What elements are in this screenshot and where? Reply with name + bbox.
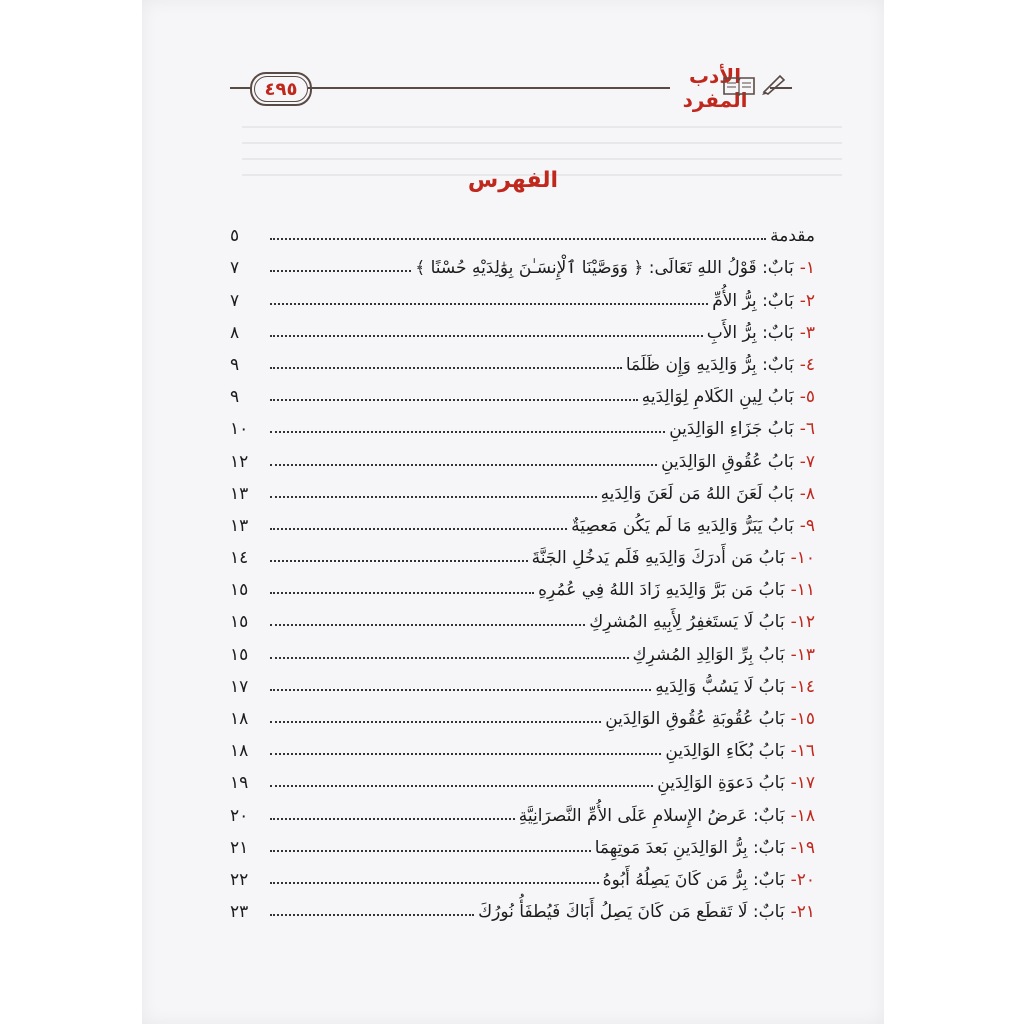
page-number: ٤٩٥	[264, 78, 298, 100]
table-of-contents	[230, 213, 815, 921]
toc-entry-label: بَابُ مَن أَدرَكَ وَالِدَيهِ فَلَم يَدخُلِ الجَنَّةَ	[531, 548, 785, 569]
toc-entry-page: ٩	[230, 387, 240, 408]
toc-entry	[230, 599, 815, 631]
toc-entry-number: ٨	[805, 483, 815, 504]
toc-leader-dots	[270, 495, 597, 498]
toc-entry-page: ١٨	[230, 709, 249, 729]
toc-entry-page: ١٨	[230, 741, 249, 762]
toc-entry-page: ١٠	[230, 419, 249, 440]
toc-entry	[230, 471, 815, 503]
toc-entry-number: ٩	[805, 515, 815, 536]
toc-entry-page: ١٧	[230, 676, 249, 697]
toc-entry-label: بَابٌ: بِرُّ وَالِدَيهِ وَإِن ظَلَمَا	[625, 354, 794, 375]
toc-entry-label: بَابٌ: عَرضُ الإِسلامِ عَلَى الأُمِّ النَّصرَانِيَّةِ	[518, 805, 785, 826]
toc-entry	[230, 213, 815, 245]
toc-entry-dash: -	[799, 419, 806, 440]
toc-entry-page: ٢٣	[230, 902, 249, 923]
toc-leader-dots	[270, 591, 534, 594]
toc-entry	[230, 825, 815, 857]
toc-leader-dots	[270, 559, 528, 562]
page-number-frame	[250, 72, 312, 106]
toc-entry-number: ١٦	[796, 741, 815, 762]
toc-entry	[230, 664, 815, 696]
toc-entry	[230, 310, 815, 342]
toc-leader-dots	[270, 334, 703, 337]
toc-entry-dash: -	[799, 483, 806, 504]
toc-entry-page: ٢٢	[230, 869, 249, 890]
toc-entry-label: بَابٌ: بِرُّ الأَبِ	[706, 322, 794, 343]
toc-leader-dots	[270, 784, 653, 787]
toc-entry	[230, 406, 815, 438]
toc-entry-label: بَابُ بُكَاءِ الوَالِدَينِ	[665, 741, 785, 762]
toc-entry-page: ٩	[230, 354, 240, 375]
toc-entry-number: ١٢	[796, 612, 815, 633]
book-icon	[722, 74, 756, 96]
toc-entry-number: ١٩	[796, 837, 815, 858]
toc-entry-number: ٢٠	[796, 869, 815, 890]
toc-entry-dash: -	[790, 869, 797, 890]
toc-entry-label: بَابُ مَن بَرَّ وَالِدَيهِ زَادَ اللهُ فِي عُمُرِهِ	[538, 580, 785, 601]
book-page	[142, 0, 884, 1024]
toc-entry	[230, 728, 815, 760]
running-header	[230, 60, 790, 110]
toc-entry-dash: -	[799, 451, 806, 472]
toc-entry-number: ١٨	[796, 805, 815, 826]
toc-entry	[230, 535, 815, 567]
toc-entry-dash: -	[799, 322, 806, 343]
toc-entry-dash: -	[799, 354, 806, 375]
toc-leader-dots	[270, 430, 665, 433]
toc-leader-dots	[270, 527, 567, 530]
toc-entry-dash: -	[790, 676, 797, 697]
toc-entry-label: بَابٌ: قَوْلُ اللهِ تَعَالَى: ﴿ وَوَصَّيْنَا ٱلْإِنسَـٰنَ بِوَٰلِدَيْهِ حُسْنًا ﴾	[415, 258, 794, 279]
toc-entry-label: بَابٌ: لَا تَقطَع مَن كَانَ يَصِلُ أَبَاكَ فَيُطفَأُ نُورُكَ	[478, 902, 785, 923]
toc-entry-label: بَابُ بِرِّ الوَالِدِ المُشرِكِ	[632, 644, 785, 665]
toc-leader-dots	[270, 656, 629, 659]
toc-entry-dash: -	[799, 387, 806, 408]
toc-entry-number: ٥	[805, 387, 815, 408]
header-rule-left	[230, 87, 250, 89]
toc-entry-dash: -	[799, 290, 806, 311]
toc-entry-dash: -	[790, 709, 797, 729]
toc-entry-page: ٢٠	[230, 805, 249, 826]
toc-entry-page: ١٥	[230, 644, 249, 665]
toc-leader-dots	[270, 913, 474, 916]
toc-entry-number: ٤	[805, 354, 815, 375]
toc-entry-number: ٢	[805, 290, 815, 311]
toc-leader-dots	[270, 237, 766, 240]
toc-entry-page: ٧	[230, 290, 240, 311]
toc-entry-dash: -	[790, 902, 797, 923]
toc-entry	[230, 889, 815, 921]
toc-leader-dots	[270, 881, 599, 884]
toc-entry	[230, 631, 815, 663]
toc-entry-dash: -	[799, 515, 806, 536]
toc-entry-page: ١٤	[230, 548, 249, 569]
header-rule-right	[770, 87, 792, 89]
toc-entry-dash: -	[790, 773, 797, 794]
toc-entry-number: ١٥	[796, 709, 815, 729]
toc-leader-dots	[270, 463, 657, 466]
toc-entry-label: بَابُ لَا يَسُبُّ وَالِدَيهِ	[655, 676, 785, 697]
toc-entry	[230, 277, 815, 309]
toc-entry-page: ١٥	[230, 580, 249, 601]
toc-entry-number: ١٧	[796, 773, 815, 794]
toc-entry-page: ١٣	[230, 515, 249, 536]
toc-entry	[230, 342, 815, 374]
toc-entry-number: ١٠	[796, 548, 815, 569]
toc-entry-page: ١٢	[230, 451, 249, 472]
toc-entry-page: ١٩	[230, 773, 249, 794]
toc-entry-number: ١	[805, 258, 815, 279]
toc-entry-dash: -	[799, 258, 806, 279]
book-title: الأدب المفرد	[682, 64, 748, 112]
toc-entry-number: ٦	[805, 419, 815, 440]
toc-entry-dash: -	[790, 548, 797, 569]
toc-entry-number: ٧	[805, 451, 815, 472]
toc-leader-dots	[270, 366, 622, 369]
toc-entry	[230, 245, 815, 277]
index-title: الفهرس	[467, 168, 559, 193]
toc-entry-number: ١١	[796, 580, 815, 601]
toc-leader-dots	[270, 752, 661, 755]
toc-entry	[230, 503, 815, 535]
toc-leader-dots	[270, 269, 411, 272]
toc-entry	[230, 567, 815, 599]
toc-entry-dash: -	[790, 741, 797, 762]
toc-entry-number: ٣	[805, 322, 815, 343]
toc-entry-number: ٢١	[796, 902, 815, 923]
toc-entry-label: بَابُ لَعَنَ اللهُ مَن لَعَنَ وَالِدَيهِ	[600, 483, 794, 504]
toc-entry-label: بَابٌ: بِرُّ الوَالِدَينِ بَعدَ مَوتِهِمَا	[594, 837, 785, 858]
toc-entry-number: ١٣	[796, 644, 815, 665]
toc-entry	[230, 760, 815, 792]
toc-entry-label: بَابٌ: بِرُّ الأُمِّ	[712, 290, 794, 311]
toc-leader-dots	[270, 398, 638, 401]
toc-entry-page: ١٥	[230, 612, 249, 633]
toc-entry-page: ١٣	[230, 483, 249, 504]
toc-leader-dots	[270, 720, 601, 723]
toc-entry-label: بَابُ لَا يَستَغفِرُ لِأَبِيهِ المُشرِكِ	[589, 612, 785, 633]
toc-entry-label: بَابُ عُقُوقِ الوَالِدَينِ	[661, 451, 794, 472]
toc-leader-dots	[270, 302, 708, 305]
toc-entry-page: ٧	[230, 258, 240, 279]
toc-entry-label: بَابُ جَزَاءِ الوَالِدَينِ	[669, 419, 794, 440]
toc-entry-label: بَابُ يَبَرُّ وَالِدَيهِ مَا لَم يَكُن مَعصِيَةٌ	[571, 515, 794, 536]
toc-entry-label: بَابُ لِينِ الكَلامِ لِوَالِدَيهِ	[641, 387, 794, 408]
toc-entry-number: ١٤	[796, 676, 815, 697]
toc-entry	[230, 792, 815, 824]
header-rule	[308, 87, 670, 89]
toc-entry-page: ٢١	[230, 837, 249, 858]
toc-entry	[230, 696, 815, 728]
toc-entry	[230, 374, 815, 406]
toc-entry-dash: -	[790, 805, 797, 826]
toc-leader-dots	[270, 688, 651, 691]
toc-entry-dash: -	[790, 580, 797, 601]
toc-leader-dots	[270, 623, 585, 626]
toc-entry-label: مقدمة	[770, 226, 815, 247]
toc-entry-label: بَابُ دَعوَةِ الوَالِدَينِ	[657, 773, 785, 794]
toc-entry-label: بَابٌ: بِرُّ مَن كَانَ يَصِلُهُ أَبُوهُ	[602, 869, 785, 890]
toc-leader-dots	[270, 817, 515, 820]
toc-entry-dash: -	[790, 612, 797, 633]
toc-entry-page: ٥	[230, 226, 240, 247]
toc-entry-label: بَابُ عُقُوبَةِ عُقُوقِ الوَالِدَينِ	[605, 709, 785, 729]
toc-entry-dash: -	[790, 837, 797, 858]
toc-entry	[230, 438, 815, 470]
toc-entry	[230, 857, 815, 889]
pen-icon	[760, 72, 788, 96]
toc-leader-dots	[270, 849, 591, 852]
toc-entry-dash: -	[790, 644, 797, 665]
toc-entry-page: ٨	[230, 322, 240, 343]
